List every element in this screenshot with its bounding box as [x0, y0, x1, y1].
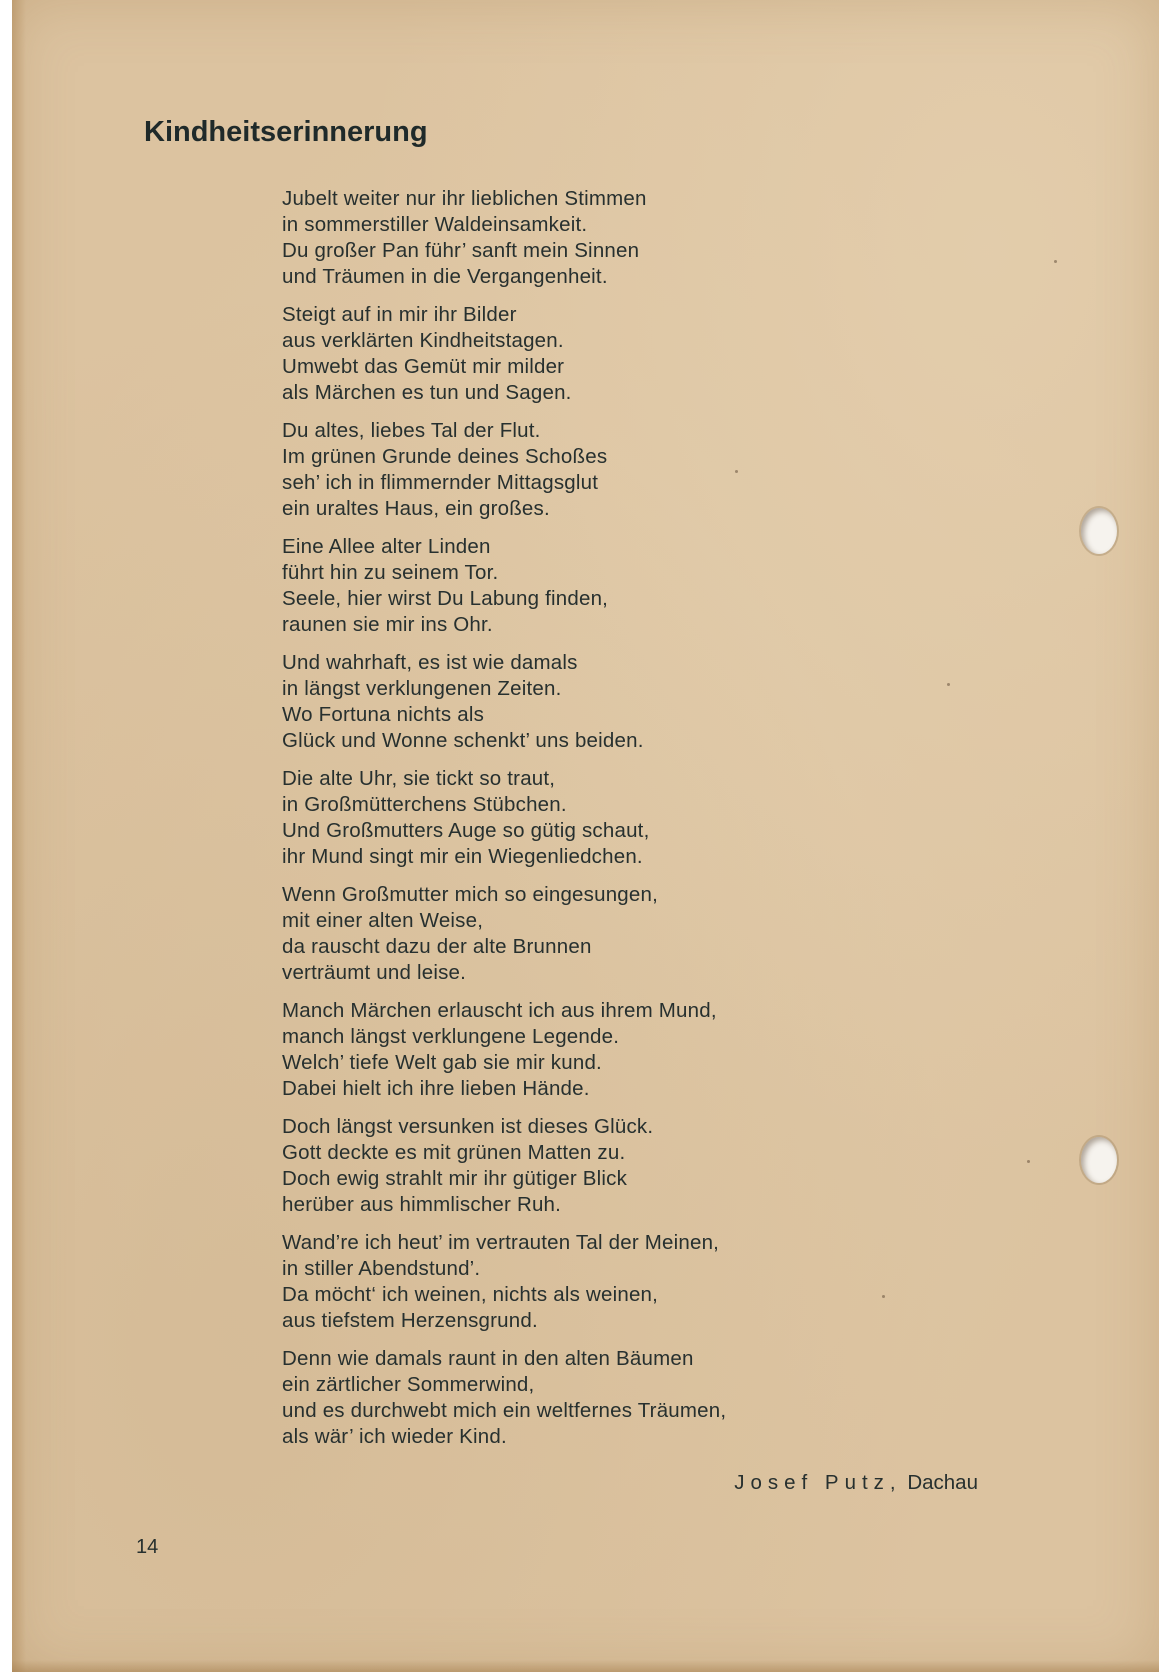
- author-place: Dachau: [907, 1471, 978, 1494]
- poem-line: Steigt auf in mir ihr Bilder: [282, 303, 517, 326]
- poem-line: Welch’ tiefe Welt gab sie mir kund.: [282, 1051, 602, 1074]
- poem-stanza: [282, 302, 842, 406]
- poem-stanza: [282, 1346, 842, 1450]
- poem-line: ihr Mund singt mir ein Wiegenliedchen.: [282, 845, 643, 868]
- poem-line: und es durchwebt mich ein weltfernes Träumen,: [282, 1399, 727, 1422]
- punch-hole: [1081, 508, 1117, 554]
- poem-title: Kindheitserinnerung: [144, 116, 428, 148]
- poem-stanza: [282, 1230, 842, 1334]
- poem-line: Gott deckte es mit grünen Matten zu.: [282, 1141, 626, 1164]
- poem-line: in Großmütterchens Stübchen.: [282, 793, 567, 816]
- poem-line: Wand’re ich heut’ im vertrauten Tal der Meinen,: [282, 1231, 720, 1254]
- poem-line: Jubelt weiter nur ihr lieblichen Stimmen: [282, 187, 647, 210]
- paper-speck: [882, 1295, 885, 1298]
- poem-line: Wenn Großmutter mich so eingesungen,: [282, 883, 658, 906]
- poem-line: Du großer Pan führ’ sanft mein Sinnen: [282, 239, 640, 262]
- poem-line: aus verklärten Kindheitstagen.: [282, 329, 564, 352]
- poem-line: ein zärtlicher Sommerwind,: [282, 1373, 535, 1396]
- poem-stanza: [282, 766, 842, 870]
- poem-line: Die alte Uhr, sie tickt so traut,: [282, 767, 556, 790]
- poem-stanza: [282, 418, 842, 522]
- document-page: [12, 0, 1159, 1672]
- poem-line: Seele, hier wirst Du Labung finden,: [282, 587, 609, 610]
- poem-line: da rauscht dazu der alte Brunnen: [282, 935, 592, 958]
- poem-stanza: [282, 1114, 842, 1218]
- poem-line: verträumt und leise.: [282, 961, 467, 984]
- poem-line: Und wahrhaft, es ist wie damals: [282, 651, 578, 674]
- poem-line: und Träumen in die Vergangenheit.: [282, 265, 608, 288]
- paper-speck: [1054, 260, 1057, 263]
- poem-line: Du altes, liebes Tal der Flut.: [282, 419, 541, 442]
- poem-line: raunen sie mir ins Ohr.: [282, 613, 493, 636]
- poem-stanza: [282, 882, 842, 986]
- poem-line: in sommerstiller Waldeinsamkeit.: [282, 213, 588, 236]
- poem-line: aus tiefstem Herzensgrund.: [282, 1309, 538, 1332]
- page-edge-shadow: [12, 0, 26, 1672]
- paper-speck: [947, 683, 950, 686]
- poem-line: Glück und Wonne schenkt’ uns beiden.: [282, 729, 644, 752]
- poem-line: als Märchen es tun und Sagen.: [282, 381, 572, 404]
- poem-line: Wo Fortuna nichts als: [282, 703, 485, 726]
- poem-line: Im grünen Grunde deines Schoßes: [282, 445, 608, 468]
- poem-line: in stiller Abendstund’.: [282, 1257, 481, 1280]
- poem-line: herüber aus himmlischer Ruh.: [282, 1193, 562, 1216]
- punch-hole: [1081, 1137, 1117, 1183]
- poem-line: Manch Märchen erlauscht ich aus ihrem Mund,: [282, 999, 717, 1022]
- poem-line: Da möcht‘ ich weinen, nichts als weinen,: [282, 1283, 659, 1306]
- poem-line: mit einer alten Weise,: [282, 909, 484, 932]
- page-edge-shadow-bottom: [12, 1660, 1159, 1672]
- paper-speck: [735, 470, 738, 473]
- poem-line: manch längst verklungene Legende.: [282, 1025, 620, 1048]
- poem-line: führt hin zu seinem Tor.: [282, 561, 499, 584]
- poem-stanza: [282, 998, 842, 1102]
- poem-stanza: [282, 650, 842, 754]
- paper-speck: [1027, 1160, 1030, 1163]
- poem-stanza: [282, 186, 842, 290]
- poem-line: in längst verklungenen Zeiten.: [282, 677, 562, 700]
- poem-line: Denn wie damals raunt in den alten Bäumen: [282, 1347, 694, 1370]
- page-number: 14: [136, 1536, 159, 1558]
- author-signature: [734, 1471, 978, 1495]
- author-name: Josef Putz,: [734, 1471, 902, 1494]
- poem-line: Eine Allee alter Linden: [282, 535, 491, 558]
- poem-line: Und Großmutters Auge so gütig schaut,: [282, 819, 650, 842]
- poem-line: Doch ewig strahlt mir ihr gütiger Blick: [282, 1167, 628, 1190]
- poem-line: seh’ ich in flimmernder Mittagsglut: [282, 471, 599, 494]
- poem-stanza: [282, 534, 842, 638]
- poem-line: ein uraltes Haus, ein großes.: [282, 497, 550, 520]
- poem-line: Doch längst versunken ist dieses Glück.: [282, 1115, 654, 1138]
- poem-line: als wär’ ich wieder Kind.: [282, 1425, 507, 1448]
- poem-line: Umwebt das Gemüt mir milder: [282, 355, 565, 378]
- poem-line: Dabei hielt ich ihre lieben Hände.: [282, 1077, 590, 1100]
- poem-body: [282, 186, 842, 1462]
